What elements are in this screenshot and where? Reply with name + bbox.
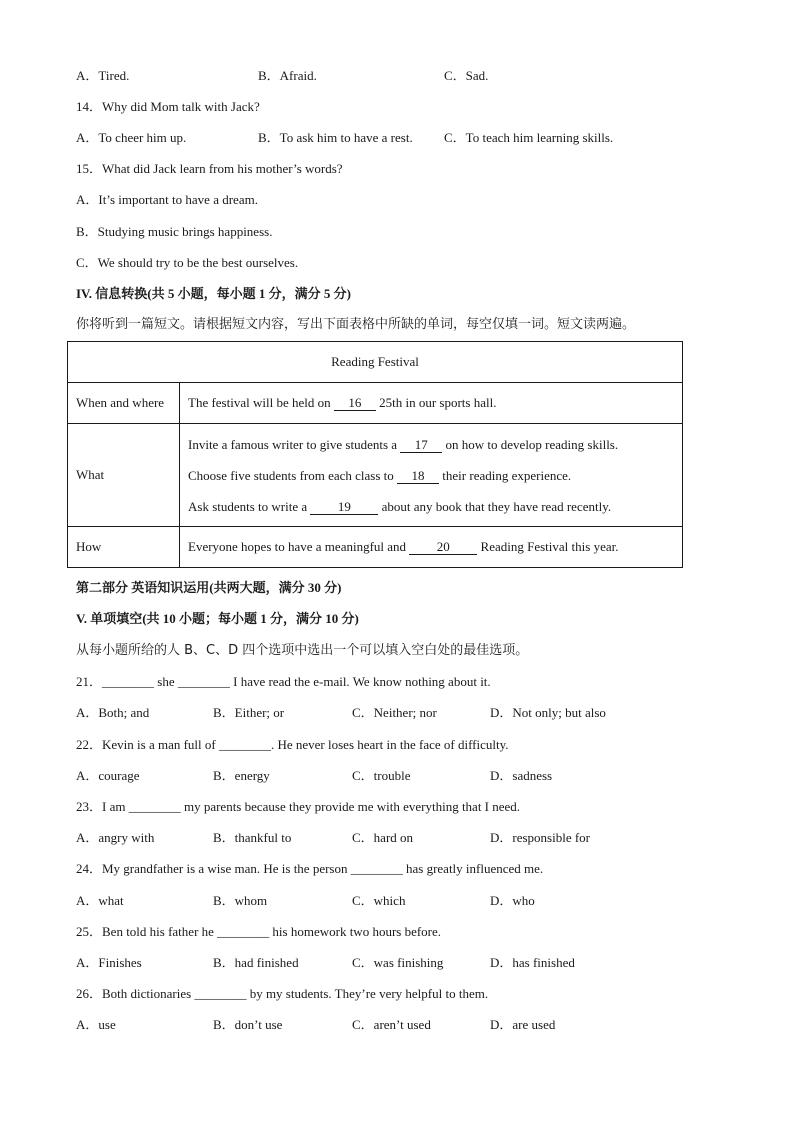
q22-option-b: B．energy [213, 768, 270, 783]
q22-question: 22．Kevin is a man full of ________. He never loses heart in the face of difficulty. [76, 737, 509, 752]
q23-question: 23．I am ________ my parents because they provide me with everything that I need. [76, 799, 521, 814]
q26-option-c: C．aren’t used [352, 1017, 431, 1032]
row-label-when-where: When and where [68, 383, 180, 424]
q21-question: 21．________ she ________ I have read the e-mail. We know nothing about it. [76, 674, 491, 689]
row-content-when-where: The festival will be held on 16 25th in our sports hall. [180, 383, 683, 424]
q15-question: 15．What did Jack learn from his mother’s words? [76, 161, 343, 176]
q24-option-d: D．who [490, 893, 535, 908]
blank-16: 16 [334, 396, 376, 411]
q24-option-a: A．what [76, 893, 124, 908]
q26-question: 26．Both dictionaries ________ by my students. They’re very helpful to them. [76, 986, 489, 1001]
section4-heading: IV. 信息转换(共 5 小题，每小题 1 分，满分 5 分) [76, 286, 351, 301]
q13-option-b: B．Afraid. [258, 68, 317, 83]
what-line-1: Invite a famous writer to give students a 17 on how to develop reading skills. [188, 436, 619, 452]
q23-option-b: B．thankful to [213, 830, 292, 845]
section5-instruction: 从每小题所给的人 B、C、D 四个选项中选出一个可以填入空白处的最佳选项。 [76, 643, 529, 658]
q25-option-a: A．Finishes [76, 955, 142, 970]
blank-20: 20 [409, 540, 477, 555]
q15-option-b: B．Studying music brings happiness. [76, 224, 273, 239]
q22-option-c: C．trouble [352, 768, 411, 783]
q22-option-a: A．courage [76, 768, 140, 783]
q25-option-d: D．has finished [490, 955, 575, 970]
q14-option-a: A．To cheer him up. [76, 130, 187, 145]
q15-option-c: C．We should try to be the best ourselves. [76, 255, 299, 270]
q14-option-b: B．To ask him to have a rest. [258, 130, 413, 145]
q25-option-b: B．had finished [213, 955, 299, 970]
part2-heading: 第二部分 英语知识运用(共两大题，满分 30 分) [76, 580, 342, 595]
reading-festival-table [67, 341, 683, 568]
q21-option-a: A．Both; and [76, 705, 150, 720]
row-content-what [180, 424, 683, 527]
row-content-how: Everyone hopes to have a meaningful and 20 Reading Festival this year. [180, 527, 683, 568]
q25-option-c: C．was finishing [352, 955, 444, 970]
q13-option-a: A．Tired. [76, 68, 130, 83]
q24-option-b: B．whom [213, 893, 268, 908]
section5-heading: V. 单项填空(共 10 小题；每小题 1 分，满分 10 分) [76, 611, 359, 626]
q26-option-a: A．use [76, 1017, 116, 1032]
q21-option-c: C．Neither; nor [352, 705, 437, 720]
q21-option-b: B．Either; or [213, 705, 285, 720]
q23-option-c: C．hard on [352, 830, 414, 845]
q15-option-a: A．It’s important to have a dream. [76, 192, 258, 207]
table-title: Reading Festival [68, 342, 683, 383]
q25-question: 25．Ben told his father he ________ his homework two hours before. [76, 924, 442, 939]
row-label-how: How [68, 527, 180, 568]
blank-17: 17 [400, 438, 442, 453]
row-label-what: What [68, 424, 180, 527]
q14-question: 14．Why did Mom talk with Jack? [76, 99, 260, 114]
what-line-3: Ask students to write a 19 about any book that they have read recently. [188, 498, 612, 514]
q24-question: 24．My grandfather is a wise man. He is the person ________ has greatly influenced me. [76, 861, 544, 876]
q23-option-d: D．responsible for [490, 830, 591, 845]
q23-option-a: A．angry with [76, 830, 155, 845]
q14-option-c: C．To teach him learning skills. [444, 130, 614, 145]
q21-option-d: D．Not only; but also [490, 705, 606, 720]
q22-option-d: D．sadness [490, 768, 553, 783]
q26-option-d: D．are used [490, 1017, 556, 1032]
q26-option-b: B．don’t use [213, 1017, 283, 1032]
blank-19: 19 [310, 500, 378, 515]
q24-option-c: C．which [352, 893, 406, 908]
blank-18: 18 [397, 469, 439, 484]
section4-instruction: 你将听到一篇短文。请根据短文内容，写出下面表格中所缺的单词，每空仅填一词。短文读两遍。 [76, 317, 636, 332]
what-line-2: Choose five students from each class to 18 their reading experience. [188, 467, 572, 483]
q13-option-c: C．Sad. [444, 68, 489, 83]
